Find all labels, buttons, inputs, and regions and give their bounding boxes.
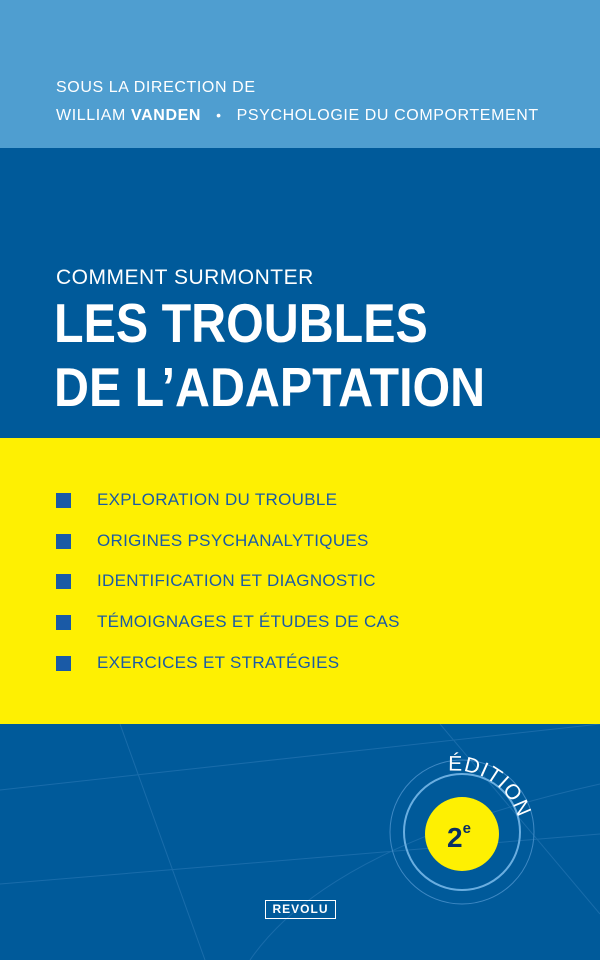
square-bullet-icon bbox=[56, 656, 71, 671]
list-item bbox=[56, 651, 339, 675]
list-item-label: TÉMOIGNAGES ET ÉTUDES DE CAS bbox=[97, 612, 400, 631]
header-band bbox=[0, 0, 600, 148]
square-bullet-icon bbox=[56, 574, 71, 589]
edition-suffix: e bbox=[462, 819, 471, 837]
square-bullet-icon bbox=[56, 615, 71, 630]
list-item-label: ORIGINES PSYCHANALYTIQUES bbox=[97, 531, 369, 550]
title-line-2: DE L’ADAPTATION bbox=[54, 356, 486, 418]
list-item-label: EXPLORATION DU TROUBLE bbox=[97, 490, 338, 509]
edition-label: ÉDITION bbox=[448, 752, 536, 821]
edition-number-value: 2 bbox=[447, 822, 463, 853]
list-item bbox=[56, 569, 376, 593]
square-bullet-icon bbox=[56, 493, 71, 508]
separator-bullet: • bbox=[216, 107, 222, 123]
title-line-1: LES TROUBLES bbox=[54, 292, 428, 354]
list-item bbox=[56, 529, 369, 553]
square-bullet-icon bbox=[56, 534, 71, 549]
list-item-label: IDENTIFICATION ET DIAGNOSTIC bbox=[97, 571, 376, 590]
book-title bbox=[54, 291, 485, 419]
edition-number-wrap bbox=[0, 724, 600, 960]
bottom-band bbox=[0, 724, 600, 960]
author-first-name: WILLIAM bbox=[56, 107, 126, 124]
list-item bbox=[56, 610, 400, 634]
title-kicker: COMMENT SURMONTER bbox=[56, 266, 314, 289]
collection-name: PSYCHOLOGIE DU COMPORTEMENT bbox=[236, 107, 539, 124]
author-line bbox=[56, 107, 539, 125]
direction-label: SOUS LA DIRECTION DE bbox=[56, 79, 256, 96]
author-last-name: VANDEN bbox=[131, 107, 202, 124]
feature-list bbox=[0, 438, 600, 724]
title-band bbox=[0, 148, 600, 438]
edition-number bbox=[447, 819, 471, 854]
list-item bbox=[56, 488, 337, 512]
list-item-label: EXERCICES ET STRATÉGIES bbox=[97, 653, 340, 672]
publisher-logo: REVOLU bbox=[265, 900, 336, 919]
